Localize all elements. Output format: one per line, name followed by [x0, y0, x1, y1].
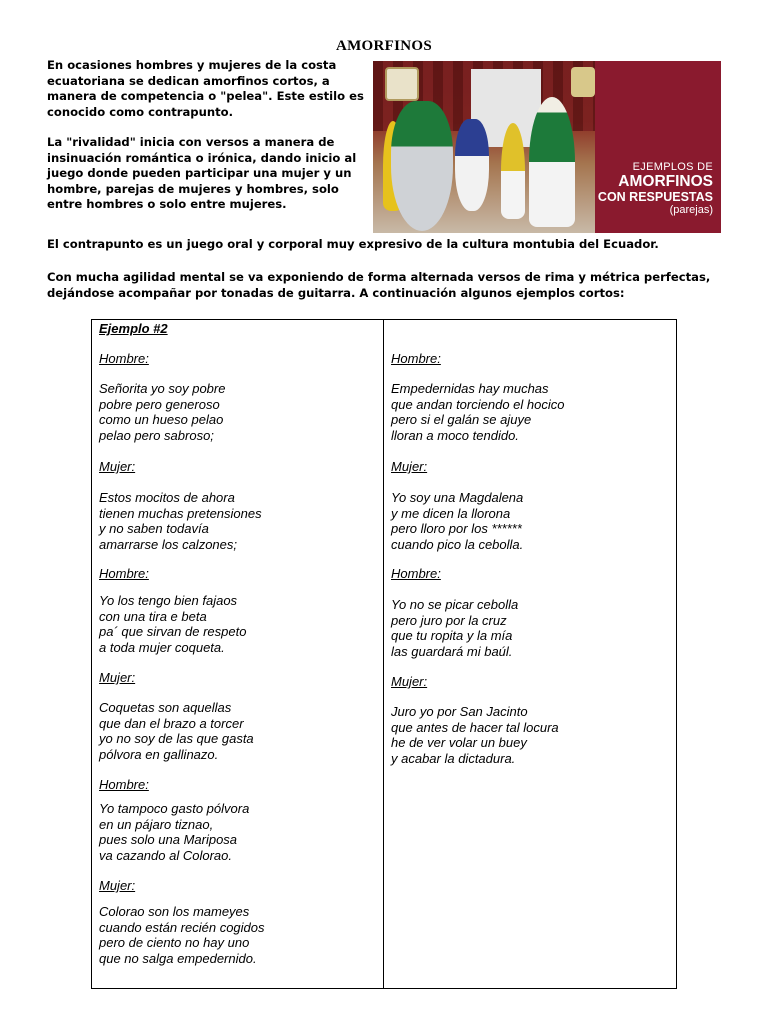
verse: Empedernidas hay muchas que andan torciendo el hocico pero si el galán se ajuye lloran a moco tendido. — [391, 381, 565, 443]
speaker-label: Hombre: — [99, 351, 149, 366]
intro-paragraph-1: En ocasiones hombres y mujeres de la costa ecuatoriana se dedican amorfinos cortos, a manera de competencia o "pelea". Este estilo es conocido como contrapunto. — [47, 58, 364, 119]
intro-text — [47, 58, 365, 228]
verse: Yo tampoco gasto pólvora en un pájaro tiznao, pues solo una Mariposa va cazando al Colorao. — [99, 801, 250, 863]
verse: Señorita yo soy pobre pobre pero generoso como un hueso pelao pelao pero sabroso; — [99, 381, 226, 443]
speaker-label: Hombre: — [99, 777, 149, 792]
verse: Coquetas son aquellas que dan el brazo a torcer yo no soy de las que gasta pólvora en gallinazo. — [99, 700, 254, 762]
speaker-label: Hombre: — [99, 566, 149, 581]
column-divider — [383, 320, 384, 988]
banner-line-1: EJEMPLOS DE — [632, 161, 713, 173]
poems-left-column — [99, 320, 379, 966]
poems-table — [91, 319, 677, 989]
banner-line-4: (parejas) — [669, 204, 713, 216]
dancers-photo — [373, 61, 595, 233]
verse: Juro yo por San Jacinto que antes de hacer tal locura he de ver volar un buey y acabar la dictadura. — [391, 704, 559, 766]
speaker-label: Hombre: — [391, 351, 441, 366]
speaker-label: Mujer: — [391, 674, 428, 689]
banner-line-2: AMORFINOS — [618, 173, 713, 190]
document-title: AMORFINOS — [335, 38, 433, 54]
verse: Yo soy una Magdalena y me dicen la llorona pero lloro por los ****** cuando pico la cebolla. — [391, 490, 524, 552]
banner-caption — [593, 161, 713, 217]
speaker-label: Mujer: — [391, 459, 428, 474]
emblem-icon — [571, 67, 595, 97]
banner-line-3: CON RESPUESTAS — [597, 190, 713, 204]
verse: Yo no se picar cebolla pero juro por la cruz que tu ropita y la mía las guardará mi baúl. — [391, 597, 519, 659]
speaker-label: Mujer: — [99, 670, 136, 685]
speaker-label: Mujer: — [99, 459, 136, 474]
speaker-label: Hombre: — [391, 566, 441, 581]
intro-paragraph-2: La "rivalidad" inicia con versos a manera de insinuación romántica o irónica, dando inicio al juego donde pueden participar una mujer y un hombre, parejas de mujeres y hombres, solo entre hombres o solo entre mujeres. — [47, 135, 357, 211]
example-label: Ejemplo #2 — [99, 321, 168, 336]
paragraph-agilidad: Con mucha agilidad mental se va exponiendo de forma alternada versos de rima y métrica perfectas, dejándose acompañar por tonadas de guitarra. A continuación algunos ejemplos cortos: — [47, 270, 711, 300]
crest-icon — [385, 67, 419, 101]
verse: Estos mocitos de ahora tienen muchas pretensiones y no saben todavía amarrarse los calzones; — [99, 490, 262, 552]
speaker-label: Mujer: — [99, 878, 136, 893]
paragraph-contrapunto: El contrapunto es un juego oral y corporal muy expresivo de la cultura montubia del Ecuador. — [47, 237, 659, 251]
verse: Yo los tengo bien fajaos con una tira e beta pa´ que sirvan de respeto a toda mujer coqueta. — [99, 593, 247, 655]
verse: Colorao son los mameyes cuando están recién cogidos pero de ciento no hay uno que no salga empedernido. — [99, 904, 265, 966]
amorfinos-banner-image — [373, 61, 721, 233]
